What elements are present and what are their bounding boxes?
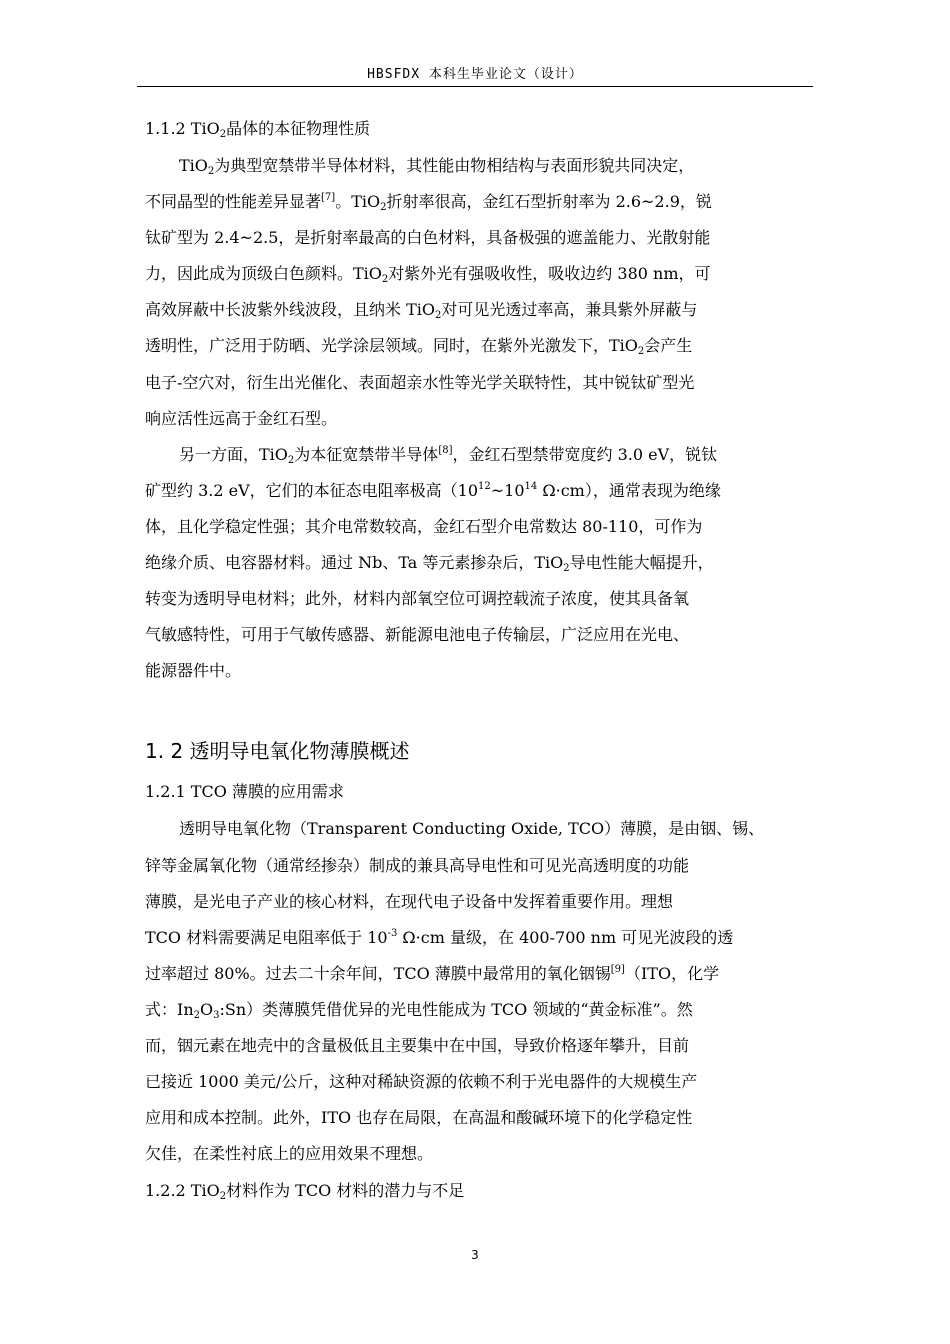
paragraph-tio2-electrical: [145, 437, 805, 690]
paragraph-line: 透明导电氧化物（Transparent Conducting Oxide, TCO）薄膜，是由铟、锡、: [179, 819, 765, 839]
paragraph-line: 响应活性远高于金红石型。: [145, 408, 338, 428]
paragraph-line: 转变为透明导电材料；此外，材料内部氧空位可调控载流子浓度，使其具备氧: [145, 589, 690, 609]
paragraph-line: 应用和成本控制。此外，ITO 也存在局限，在高温和酸碱环境下的化学稳定性: [145, 1108, 693, 1128]
paragraph-tio2-optical: [145, 148, 805, 437]
page-number: 3: [471, 1248, 479, 1262]
paragraph-line: TCO 材料需要满足电阻率低于 $10^{-3}$ Ω·cm 量级，在 400-700 nm 可见光波段的透: [145, 927, 734, 947]
citation-ref: [9]: [610, 963, 625, 975]
section-heading-1-1-2: 1.1.2 TiO$_2$晶体的本征物理性质: [145, 119, 371, 140]
paragraph-line: 欠佳，在柔性衬底上的应用效果不理想。: [145, 1144, 434, 1164]
paragraph-line: 另一方面，TiO$_2$为本征宽禁带半导体[8]，金红石型禁带宽度约 3.0 eV，锐钛: [179, 444, 718, 466]
paragraph-line: 钛矿型为 2.4~2.5，是折射率最高的白色材料，具备极强的遮盖能力、光散射能: [145, 228, 711, 248]
paragraph-line: 锌等金属氧化物（通常经掺杂）制成的兼具高导电性和可见光高透明度的功能: [145, 855, 690, 875]
paragraph-line: 高效屏蔽中长波紫外线波段，且纳米 TiO$_2$对可见光透过率高，兼具紫外屏蔽与: [145, 300, 698, 322]
citation-ref: [7]: [321, 192, 336, 204]
paragraph-line: 过率超过 80%。过去二十余年间，TCO 薄膜中最常用的氧化铟锡[9]（ITO，化学: [145, 963, 720, 983]
section-heading-1-2-1: 1.2.1 TCO 薄膜的应用需求: [145, 782, 344, 802]
paragraph-line: 电子-空穴对，衍生出光催化、表面超亲水性等光学关联特性，其中锐钛矿型光: [145, 372, 695, 392]
paragraph-line: 能源器件中。: [145, 661, 242, 681]
paragraph-line: 绝缘介质、电容器材料。通过 Nb、Ta 等元素掺杂后，TiO$_2$导电性能大幅提升，: [145, 553, 714, 575]
header-rule: [137, 86, 813, 87]
paragraph-line: 气敏感特性，可用于气敏传感器、新能源电池电子传输层，广泛应用在光电、: [145, 625, 690, 645]
paragraph-line: 式：$In_2O_3:Sn$）类薄膜凭借优异的光电性能成为 TCO 领域的“黄金标准”。然: [145, 999, 693, 1021]
paragraph-line: 薄膜，是光电子产业的核心材料，在现代电子设备中发挥着重要作用。理想: [145, 891, 674, 911]
page-header: HBSFDX 本科生毕业论文（设计）: [367, 67, 583, 82]
section-heading-1-2-2: 1.2.2 TiO$_2$材料作为 TCO 材料的潜力与不足: [145, 1181, 465, 1203]
paragraph-line: 体，且化学稳定性强；其介电常数较高，金红石型介电常数达 80-110，可作为: [145, 516, 703, 536]
section-heading-1-2: 1. 2 透明导电氧化物薄膜概述: [145, 739, 410, 764]
paragraph-tco-needs: [145, 811, 805, 1172]
paragraph-line: 透明性，广泛用于防晒、光学涂层领域。同时，在紫外光激发下，TiO$_2$会产生: [145, 336, 693, 358]
paragraph-line: 而，铟元素在地壳中的含量极低且主要集中在中国，导致价格逐年攀升，目前: [145, 1035, 690, 1055]
citation-ref: [8]: [438, 444, 453, 456]
paragraph-line: 矿型约 3.2 eV，它们的本征态电阻率极高（$10^{12}\sim 10^{14}$ Ω·cm），通常表现为绝缘: [145, 480, 721, 500]
paragraph-line: 已接近 1000 美元/公斤，这种对稀缺资源的依赖不利于光电器件的大规模生产: [145, 1072, 698, 1092]
document-body: [145, 110, 805, 1210]
paragraph-line: 力，因此成为顶级白色颜料。TiO$_2$对紫外光有强吸收性，吸收边约 380 nm，可: [145, 264, 711, 286]
paragraph-line: 不同晶型的性能差异显著[7]。TiO$_2$折射率很高，金红石型折射率为 2.6~2.9，锐: [145, 192, 712, 214]
paragraph-line: TiO$_2$为典型宽禁带半导体材料，其性能由物相结构与表面形貌共同决定，: [179, 156, 695, 177]
